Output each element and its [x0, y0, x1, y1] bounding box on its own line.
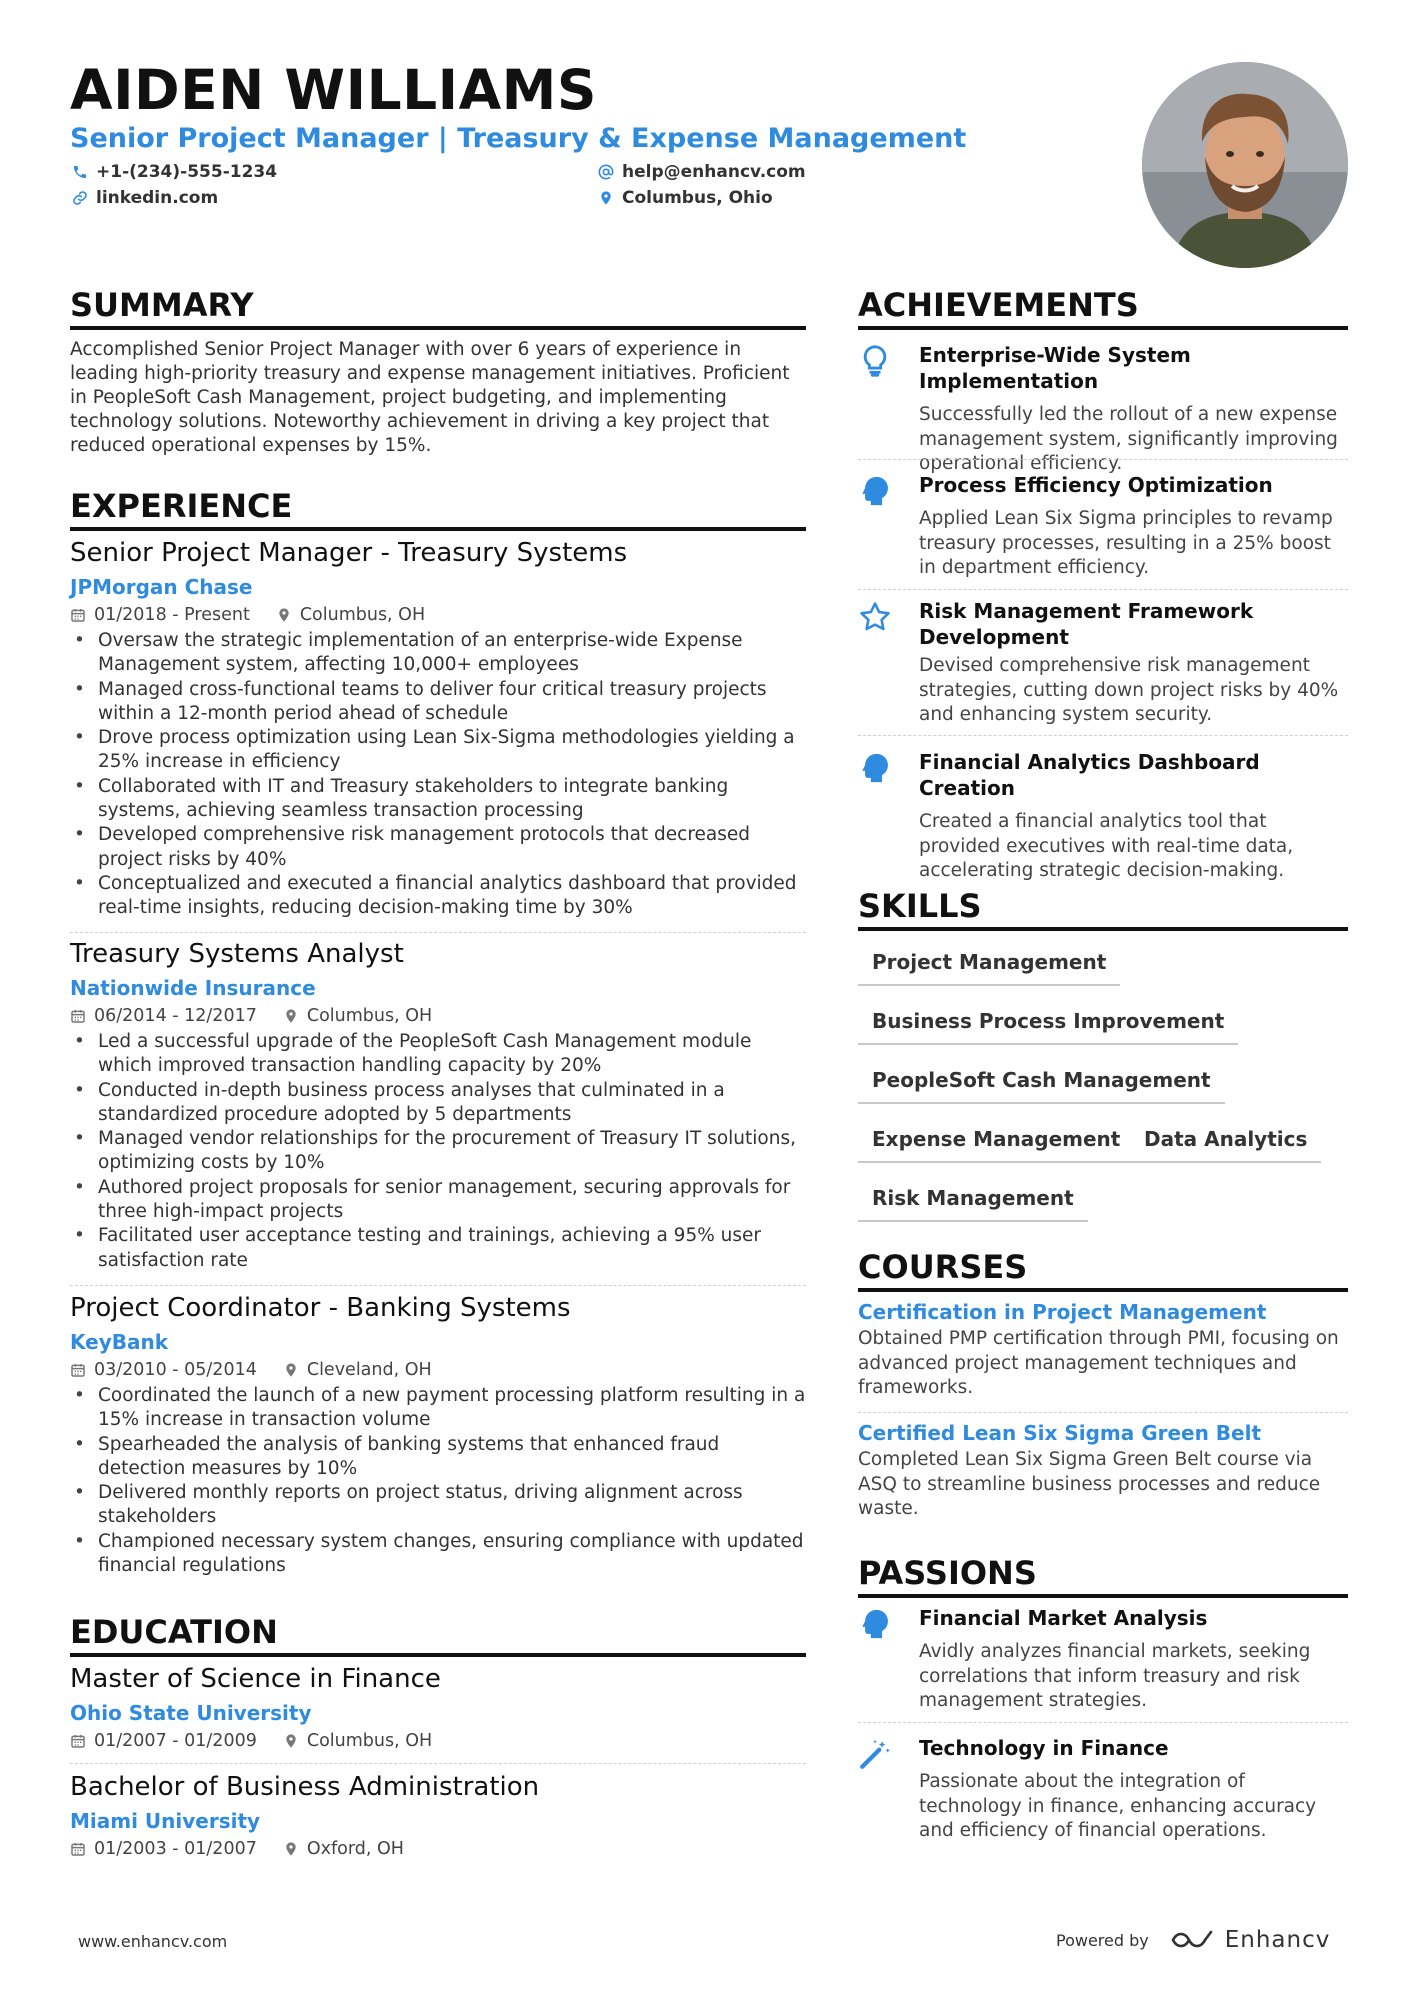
calendar-icon	[70, 1008, 86, 1024]
star-icon	[858, 600, 892, 634]
education-item	[70, 1770, 806, 1862]
degree: Master of Science in Finance	[70, 1664, 441, 1694]
bullet-item: • Drove process optimization using Lean Six-Sigma methodologies yielding a 25% increase in efficiency	[70, 726, 806, 775]
candidate-title: Senior Project Manager | Treasury & Expense Management	[70, 123, 967, 154]
skill-tag: Data Analytics	[1130, 1126, 1321, 1163]
job-bullets	[70, 1384, 806, 1578]
job-role: Senior Project Manager - Treasury Systems	[70, 538, 628, 568]
bullet-item: • Coordinated the launch of a new payment processing platform resulting in a 15% increase in transaction volume	[70, 1384, 806, 1433]
job-bullets	[70, 1030, 806, 1273]
passion-desc: Avidly analyzes financial markets, seeking correlations that inform treasury and risk management strategies.	[919, 1641, 1311, 1711]
achievement-title: Process Efficiency Optimization	[919, 473, 1273, 497]
contact-linkedin[interactable]	[72, 187, 218, 209]
skill-tag: Risk Management	[858, 1185, 1088, 1222]
achievement-title: Risk Management Framework Development	[919, 599, 1254, 649]
job-company: JPMorgan Chase	[70, 575, 253, 599]
courses-heading: COURSES	[858, 1248, 1028, 1286]
education-location: Oxford, OH	[283, 1836, 404, 1862]
bullet-item: • Conducted in-depth business process analyses that culminated in a standardized procedure adopted by 5 departments	[70, 1079, 806, 1128]
divider	[858, 735, 1348, 736]
bullet-item: • Managed vendor relationships for the procurement of Treasury IT solutions, optimizing costs by 10%	[70, 1127, 806, 1176]
experience-rule	[70, 527, 806, 531]
divider	[70, 1763, 806, 1764]
achievement-title: Financial Analytics Dashboard Creation	[919, 750, 1260, 800]
bullet-item: • Facilitated user acceptance testing and trainings, achieving a 95% user satisfaction rate	[70, 1224, 806, 1273]
job-company: KeyBank	[70, 1330, 169, 1354]
passion-item	[858, 1735, 1348, 1844]
head-icon	[858, 474, 892, 508]
job-role: Project Coordinator - Banking Systems	[70, 1293, 571, 1323]
bullet-item: • Conceptualized and executed a financial analytics dashboard that provided real-time insights, reducing decision-making time by 30%	[70, 872, 806, 921]
summary-text: Accomplished Senior Project Manager with over 6 years of experience in leading high-priority treasury and expense management initiatives. Proficient in PeopleSoft Cash Management, project budgeting, and implementing technology solutions. Noteworthy achievement in driving a key project that reduced operational expenses by 15%.	[70, 339, 790, 456]
education-rule	[70, 1653, 806, 1657]
job-company: Nationwide Insurance	[70, 976, 316, 1000]
course-desc: Completed Lean Six Sigma Green Belt course via ASQ to streamline business processes and reduce waste.	[858, 1449, 1321, 1519]
achievement-desc: Created a financial analytics tool that provided executives with real-time data, accelerating strategic decision-making.	[919, 811, 1294, 881]
experience-item	[70, 1291, 806, 1578]
bullet-item: • Led a successful upgrade of the PeopleSoft Cash Management module which improved transaction handling capacity by 20%	[70, 1030, 806, 1079]
location-text: Columbus, Ohio	[622, 188, 773, 208]
job-dates: 03/2010 - 05/2014	[70, 1357, 257, 1383]
education-dates: 01/2007 - 01/2009	[70, 1728, 257, 1754]
job-location: Columbus, OH	[283, 1003, 432, 1029]
job-location: Columbus, OH	[276, 602, 425, 628]
bullet-item: • Authored project proposals for senior management, securing approvals for three high-impact projects	[70, 1176, 806, 1225]
footer-website[interactable]: www.enhancv.com	[78, 1932, 228, 1951]
map-pin-icon	[283, 1008, 299, 1024]
achievements-heading: ACHIEVEMENTS	[858, 286, 1139, 324]
skills-rule	[858, 927, 1348, 931]
linkedin-text[interactable]: linkedin.com	[96, 188, 219, 208]
job-bullets	[70, 629, 806, 921]
summary-rule	[70, 326, 806, 330]
phone-icon	[72, 164, 88, 180]
calendar-icon	[70, 1841, 86, 1857]
achievement-desc: Applied Lean Six Sigma principles to revamp treasury processes, resulting in a 25% boost in department efficiency.	[919, 508, 1333, 578]
skill-tag: Project Management	[858, 949, 1120, 986]
course-title: Certification in Project Management	[858, 1300, 1267, 1324]
achievement-desc: Devised comprehensive risk management strategies, cutting down project risks by 40% and enhancing system security.	[919, 655, 1339, 725]
school: Ohio State University	[70, 1701, 312, 1725]
experience-item	[70, 937, 806, 1273]
passion-item	[858, 1605, 1348, 1714]
passion-desc: Passionate about the integration of technology in finance, enhancing accuracy and efficiency of financial operations.	[919, 1771, 1317, 1841]
bullet-item: • Oversaw the strategic implementation of an enterprise-wide Expense Management system, affecting 10,000+ employees	[70, 629, 806, 678]
education-dates: 01/2003 - 01/2007	[70, 1836, 257, 1862]
job-dates: 06/2014 - 12/2017	[70, 1003, 257, 1029]
bullet-item: • Developed comprehensive risk management protocols that decreased project risks by 40%	[70, 823, 806, 872]
enhancv-logo-icon	[1169, 1928, 1215, 1952]
achievements-rule	[858, 326, 1348, 330]
achievement-item	[858, 598, 1348, 728]
school: Miami University	[70, 1809, 261, 1833]
profile-photo	[1142, 62, 1348, 268]
course-item	[858, 1419, 1348, 1522]
bullet-item: • Delivered monthly reports on project status, driving alignment across stakeholders	[70, 1481, 806, 1530]
skill-tag: PeopleSoft Cash Management	[858, 1067, 1225, 1104]
divider	[70, 932, 806, 933]
achievement-title: Enterprise-Wide System Implementation	[919, 343, 1191, 393]
achievement-item	[858, 472, 1348, 581]
skill-tag: Business Process Improvement	[858, 1008, 1238, 1045]
job-location: Cleveland, OH	[283, 1357, 432, 1383]
achievement-item	[858, 342, 1348, 477]
calendar-icon	[70, 607, 86, 623]
divider	[858, 459, 1348, 460]
magic-wand-icon	[858, 1737, 892, 1771]
contact-location	[598, 187, 773, 209]
job-meta	[70, 1357, 806, 1383]
powered-by-text: Powered by	[1056, 1930, 1149, 1950]
phone-text: +1-(234)-555-1234	[96, 162, 278, 182]
head-icon	[858, 751, 892, 785]
job-meta	[70, 1003, 806, 1029]
education-item	[70, 1662, 806, 1754]
skills-heading: SKILLS	[858, 887, 982, 925]
job-meta	[70, 602, 806, 628]
contact-phone	[72, 161, 277, 183]
passions-heading: PASSIONS	[858, 1554, 1037, 1592]
enhancv-brand-text: Enhancv	[1224, 1927, 1331, 1953]
head-icon	[858, 1607, 892, 1641]
map-pin-icon	[283, 1362, 299, 1378]
enhancv-logo[interactable]	[1169, 1927, 1331, 1953]
map-pin-icon	[276, 607, 292, 623]
courses-rule	[858, 1288, 1348, 1292]
skill-tag: Expense Management	[858, 1126, 1134, 1163]
education-location: Columbus, OH	[283, 1728, 432, 1754]
bullet-item: • Collaborated with IT and Treasury stakeholders to integrate banking systems, achieving seamless transaction processing	[70, 775, 806, 824]
education-heading: EDUCATION	[70, 1613, 278, 1651]
degree: Bachelor of Business Administration	[70, 1772, 540, 1802]
at-sign-icon	[598, 164, 614, 180]
divider	[858, 1412, 1348, 1413]
experience-item	[70, 536, 806, 921]
candidate-name: AIDEN WILLIAMS	[70, 58, 598, 122]
calendar-icon	[70, 1733, 86, 1749]
experience-heading: EXPERIENCE	[70, 487, 293, 525]
map-pin-icon	[598, 190, 614, 206]
bullet-item: • Managed cross-functional teams to deliver four critical treasury projects within a 12-month period ahead of schedule	[70, 678, 806, 727]
map-pin-icon	[283, 1841, 299, 1857]
lightbulb-icon	[858, 344, 892, 378]
map-pin-icon	[283, 1733, 299, 1749]
link-icon	[72, 190, 88, 206]
achievement-desc: Successfully led the rollout of a new expense management system, significantly improving operational efficiency.	[919, 404, 1338, 474]
job-role: Treasury Systems Analyst	[70, 939, 404, 969]
contact-email[interactable]	[598, 161, 806, 183]
divider	[70, 1285, 806, 1286]
passions-rule	[858, 1594, 1348, 1598]
divider	[858, 1722, 1348, 1723]
calendar-icon	[70, 1362, 86, 1378]
email-text[interactable]: help@enhancv.com	[622, 162, 806, 182]
footer-branding	[1056, 1927, 1330, 1953]
job-dates: 01/2018 - Present	[70, 602, 250, 628]
summary-heading: SUMMARY	[70, 286, 254, 324]
course-title: Certified Lean Six Sigma Green Belt	[858, 1421, 1262, 1445]
achievement-item	[858, 749, 1348, 884]
bullet-item: • Spearheaded the analysis of banking systems that enhanced fraud detection measures by 10%	[70, 1433, 806, 1482]
divider	[858, 589, 1348, 590]
education-meta	[70, 1836, 806, 1862]
course-desc: Obtained PMP certification through PMI, focusing on advanced project management techniques and frameworks.	[858, 1328, 1339, 1398]
passion-title: Financial Market Analysis	[919, 1606, 1208, 1630]
course-item	[858, 1298, 1348, 1401]
passion-title: Technology in Finance	[919, 1736, 1169, 1760]
education-meta	[70, 1728, 806, 1754]
bullet-item: • Championed necessary system changes, ensuring compliance with updated financial regulations	[70, 1530, 806, 1579]
